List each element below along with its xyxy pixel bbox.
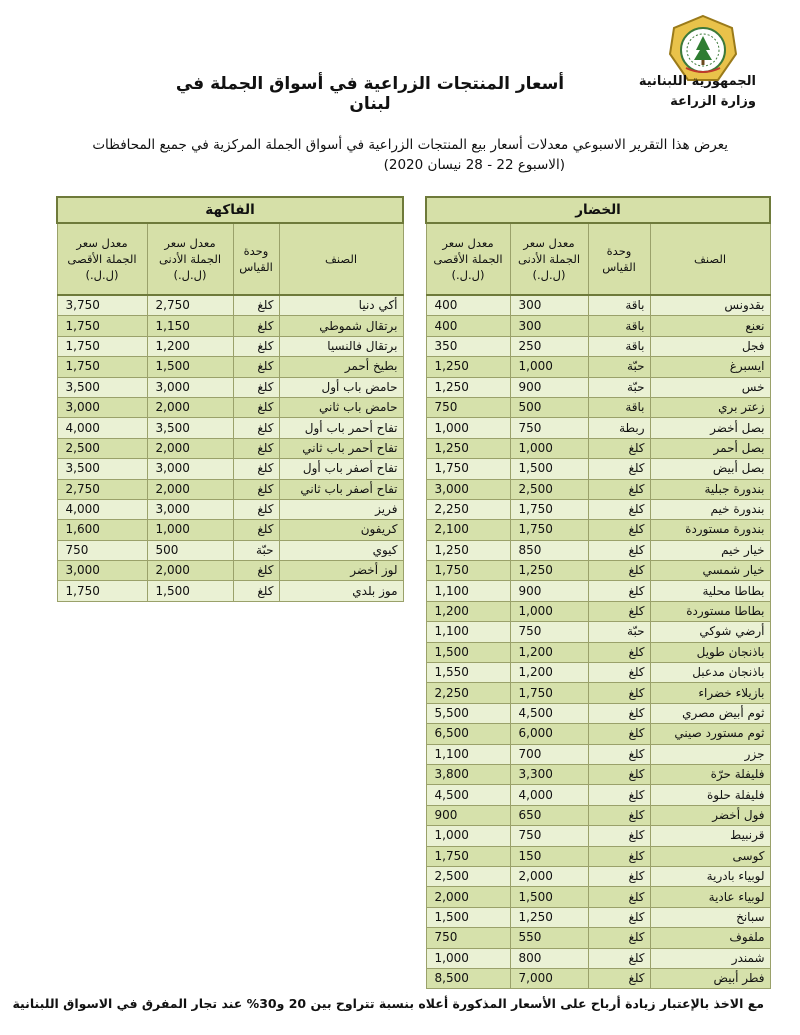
table-row — [57, 499, 403, 519]
max-price: 1,100 — [426, 744, 510, 764]
unit: كلغ — [588, 968, 650, 988]
min-price: 2,500 — [510, 479, 588, 499]
product-name: أكي دنيا — [279, 295, 403, 316]
unit: كلغ — [588, 438, 650, 458]
unit: كلغ — [233, 418, 279, 438]
unit: كلغ — [588, 826, 650, 846]
min-price: 6,000 — [510, 724, 588, 744]
product-name: فريز — [279, 499, 403, 519]
table-row — [426, 622, 770, 642]
product-name: ثوم أبيض مصري — [650, 703, 770, 723]
unit: باقة — [588, 316, 650, 336]
min-price: 1,000 — [510, 357, 588, 377]
table-row — [426, 724, 770, 744]
unit: كلغ — [588, 642, 650, 662]
max-price: 750 — [57, 540, 147, 560]
table-row — [426, 601, 770, 621]
min-price: 1,000 — [510, 601, 588, 621]
unit: كلغ — [588, 663, 650, 683]
max-price: 2,750 — [57, 479, 147, 499]
min-price: 2,000 — [147, 438, 233, 458]
table-row — [426, 805, 770, 825]
table-row — [57, 418, 403, 438]
table-row — [57, 438, 403, 458]
product-name: بندورة خيم — [650, 499, 770, 519]
product-name: فجل — [650, 336, 770, 356]
product-name: بندورة جبلية — [650, 479, 770, 499]
product-name: موز بلدي — [279, 581, 403, 601]
product-name: باذنجان مدعبل — [650, 663, 770, 683]
table-row — [426, 683, 770, 703]
max-price: 900 — [426, 805, 510, 825]
max-price: 2,100 — [426, 520, 510, 540]
table-row — [57, 479, 403, 499]
unit: كلغ — [233, 295, 279, 316]
min-price: 3,500 — [147, 418, 233, 438]
max-price: 4,000 — [57, 418, 147, 438]
fruits-table — [56, 196, 404, 602]
unit: كلغ — [233, 499, 279, 519]
max-price: 4,500 — [426, 785, 510, 805]
table-row — [426, 295, 770, 316]
table-row — [57, 357, 403, 377]
table-row — [426, 887, 770, 907]
col-header-name: الصنف — [650, 223, 770, 295]
min-price: 2,000 — [147, 397, 233, 417]
max-price: 1,000 — [426, 948, 510, 968]
unit: كلغ — [588, 561, 650, 581]
min-price: 500 — [510, 397, 588, 417]
max-price: 5,500 — [426, 703, 510, 723]
product-name: لوبياء عادية — [650, 887, 770, 907]
min-price: 1,750 — [510, 499, 588, 519]
min-price: 750 — [510, 418, 588, 438]
unit: كلغ — [588, 805, 650, 825]
unit: كلغ — [233, 459, 279, 479]
min-price: 550 — [510, 928, 588, 948]
min-price: 900 — [510, 581, 588, 601]
max-price: 1,100 — [426, 581, 510, 601]
min-price: 900 — [510, 377, 588, 397]
table-row — [426, 438, 770, 458]
table-row — [426, 479, 770, 499]
republic-label: الجمهورية اللبنانية — [638, 74, 756, 89]
min-price: 300 — [510, 295, 588, 316]
product-name: ثوم مستورد صيني — [650, 724, 770, 744]
fruits-rows — [57, 295, 403, 601]
ministry-label: وزارة الزراعة — [670, 94, 756, 109]
min-price: 4,500 — [510, 703, 588, 723]
max-price: 1,200 — [426, 601, 510, 621]
unit: كلغ — [588, 581, 650, 601]
min-price: 1,200 — [510, 663, 588, 683]
product-name: برتقال شموطي — [279, 316, 403, 336]
table-row — [426, 540, 770, 560]
table-row — [426, 418, 770, 438]
col-header-min-price: معدل سعر الجملة الأدنى (ل.ل.) — [510, 223, 588, 295]
unit: ربطة — [588, 418, 650, 438]
product-name: تفاح أصفر باب أول — [279, 459, 403, 479]
product-name: بصل أبيض — [650, 459, 770, 479]
min-price: 150 — [510, 846, 588, 866]
table-row — [426, 764, 770, 784]
product-name: نعنع — [650, 316, 770, 336]
unit: كلغ — [588, 459, 650, 479]
table-row — [57, 397, 403, 417]
col-header-name: الصنف — [279, 223, 403, 295]
col-header-max-price: معدل سعر الجملة الأقصى (ل.ل.) — [57, 223, 147, 295]
max-price: 2,500 — [426, 866, 510, 886]
table-row — [426, 907, 770, 927]
product-name: فول أخضر — [650, 805, 770, 825]
table-row — [426, 928, 770, 948]
max-price: 1,750 — [426, 561, 510, 581]
unit: كلغ — [588, 724, 650, 744]
max-price: 6,500 — [426, 724, 510, 744]
product-name: بصل أحمر — [650, 438, 770, 458]
product-name: زعتر بري — [650, 397, 770, 417]
table-row — [426, 744, 770, 764]
max-price: 1,000 — [426, 418, 510, 438]
table-row — [426, 846, 770, 866]
unit: كلغ — [588, 764, 650, 784]
product-name: ملفوف — [650, 928, 770, 948]
max-price: 1,750 — [57, 581, 147, 601]
table-row — [426, 703, 770, 723]
max-price: 1,750 — [426, 459, 510, 479]
product-name: باذنجان طويل — [650, 642, 770, 662]
min-price: 750 — [510, 826, 588, 846]
unit: كلغ — [233, 561, 279, 581]
table-row — [57, 561, 403, 581]
max-price: 1,500 — [426, 907, 510, 927]
table-row — [426, 663, 770, 683]
table-row — [426, 520, 770, 540]
table-row — [426, 826, 770, 846]
max-price: 4,000 — [57, 499, 147, 519]
unit: كلغ — [588, 744, 650, 764]
min-price: 3,000 — [147, 459, 233, 479]
product-name: بطيخ أحمر — [279, 357, 403, 377]
table-row — [426, 642, 770, 662]
table-row — [57, 581, 403, 601]
max-price: 750 — [426, 397, 510, 417]
unit: كلغ — [233, 336, 279, 356]
product-name: خيار شمسي — [650, 561, 770, 581]
min-price: 2,750 — [147, 295, 233, 316]
max-price: 1,600 — [57, 520, 147, 540]
unit: كلغ — [588, 703, 650, 723]
unit: باقة — [588, 336, 650, 356]
table-row — [57, 540, 403, 560]
table-row — [426, 785, 770, 805]
table-row — [426, 377, 770, 397]
table-row — [57, 459, 403, 479]
report-week: (الاسبوع 22 - 28 نيسان 2020) — [383, 157, 565, 173]
unit: كلغ — [233, 479, 279, 499]
fruits-caption: الفاكهة — [57, 197, 403, 223]
min-price: 1,250 — [510, 907, 588, 927]
unit: كلغ — [588, 540, 650, 560]
max-price: 2,250 — [426, 499, 510, 519]
table-row — [426, 948, 770, 968]
unit: كلغ — [588, 520, 650, 540]
unit: كلغ — [233, 357, 279, 377]
max-price: 1,100 — [426, 622, 510, 642]
table-row — [426, 316, 770, 336]
table-row — [57, 336, 403, 356]
max-price: 3,500 — [57, 377, 147, 397]
unit: كلغ — [588, 683, 650, 703]
min-price: 850 — [510, 540, 588, 560]
product-name: خس — [650, 377, 770, 397]
min-price: 1,750 — [510, 520, 588, 540]
unit: كلغ — [233, 316, 279, 336]
max-price: 400 — [426, 295, 510, 316]
max-price: 3,750 — [57, 295, 147, 316]
table-row — [426, 968, 770, 988]
page-title: أسعار المنتجات الزراعية في أسواق الجملة في لبنان — [175, 74, 565, 114]
unit: كلغ — [588, 887, 650, 907]
vegetables-caption: الخضار — [426, 197, 770, 223]
max-price: 3,000 — [426, 479, 510, 499]
product-name: خيار خيم — [650, 540, 770, 560]
max-price: 1,250 — [426, 438, 510, 458]
unit: كلغ — [588, 948, 650, 968]
product-name: سبانخ — [650, 907, 770, 927]
min-price: 3,000 — [147, 499, 233, 519]
min-price: 1,500 — [147, 357, 233, 377]
product-name: حامض باب أول — [279, 377, 403, 397]
max-price: 3,800 — [426, 764, 510, 784]
unit: كلغ — [588, 785, 650, 805]
unit: كلغ — [233, 377, 279, 397]
max-price: 3,000 — [57, 561, 147, 581]
max-price: 8,500 — [426, 968, 510, 988]
min-price: 2,000 — [147, 561, 233, 581]
product-name: ايسبرغ — [650, 357, 770, 377]
max-price: 750 — [426, 928, 510, 948]
min-price: 1,250 — [510, 561, 588, 581]
max-price: 1,550 — [426, 663, 510, 683]
product-name: قرنبيط — [650, 826, 770, 846]
min-price: 700 — [510, 744, 588, 764]
table-row — [426, 357, 770, 377]
unit: حبّة — [588, 377, 650, 397]
product-name: تفاح أحمر باب أول — [279, 418, 403, 438]
footer-note: مع الاخذ بالإعتبار زيادة أرباح على الأسعار المذكورة أعلاه بنسبة تتراوح بين 20 و30% عند تجار المفرق في الاسواق اللبنانية — [12, 996, 764, 1011]
max-price: 1,250 — [426, 540, 510, 560]
min-price: 650 — [510, 805, 588, 825]
table-row — [426, 397, 770, 417]
max-price: 3,000 — [57, 397, 147, 417]
max-price: 400 — [426, 316, 510, 336]
min-price: 750 — [510, 622, 588, 642]
max-price: 1,250 — [426, 377, 510, 397]
product-name: جزر — [650, 744, 770, 764]
min-price: 7,000 — [510, 968, 588, 988]
min-price: 1,500 — [147, 581, 233, 601]
unit: حبّة — [588, 622, 650, 642]
max-price: 1,500 — [426, 642, 510, 662]
min-price: 800 — [510, 948, 588, 968]
vegetables-table — [425, 196, 771, 989]
table-row — [57, 295, 403, 316]
unit: باقة — [588, 397, 650, 417]
unit: كلغ — [233, 520, 279, 540]
unit: كلغ — [233, 581, 279, 601]
min-price: 1,500 — [510, 459, 588, 479]
min-price: 1,000 — [147, 520, 233, 540]
product-name: بطاطا محلية — [650, 581, 770, 601]
unit: كلغ — [233, 438, 279, 458]
unit: كلغ — [588, 499, 650, 519]
product-name: فليفلة حلوة — [650, 785, 770, 805]
max-price: 3,500 — [57, 459, 147, 479]
product-name: بندورة مستوردة — [650, 520, 770, 540]
unit: حبّة — [588, 357, 650, 377]
table-row — [57, 377, 403, 397]
unit: باقة — [588, 295, 650, 316]
table-row — [426, 499, 770, 519]
table-row — [426, 581, 770, 601]
product-name: شمندر — [650, 948, 770, 968]
product-name: أرضي شوكي — [650, 622, 770, 642]
max-price: 1,750 — [426, 846, 510, 866]
table-row — [426, 561, 770, 581]
max-price: 1,750 — [57, 316, 147, 336]
table-row — [57, 316, 403, 336]
product-name: تفاح أحمر باب ثاني — [279, 438, 403, 458]
table-row — [426, 336, 770, 356]
max-price: 1,250 — [426, 357, 510, 377]
col-header-max-price: معدل سعر الجملة الأقصى (ل.ل.) — [426, 223, 510, 295]
min-price: 1,500 — [510, 887, 588, 907]
unit: كلغ — [588, 601, 650, 621]
product-name: برتقال فالنسيا — [279, 336, 403, 356]
unit: كلغ — [588, 907, 650, 927]
min-price: 1,200 — [510, 642, 588, 662]
product-name: كريفون — [279, 520, 403, 540]
unit: كلغ — [588, 846, 650, 866]
product-name: بازيلاء خضراء — [650, 683, 770, 703]
vegetables-rows — [426, 295, 770, 989]
product-name: حامض باب ثاني — [279, 397, 403, 417]
product-name: كيوي — [279, 540, 403, 560]
table-row — [426, 459, 770, 479]
min-price: 2,000 — [510, 866, 588, 886]
max-price: 2,000 — [426, 887, 510, 907]
max-price: 350 — [426, 336, 510, 356]
max-price: 1,000 — [426, 826, 510, 846]
unit: حبّة — [233, 540, 279, 560]
product-name: لوبياء بادرية — [650, 866, 770, 886]
product-name: كوسى — [650, 846, 770, 866]
min-price: 500 — [147, 540, 233, 560]
max-price: 2,500 — [57, 438, 147, 458]
max-price: 1,750 — [57, 357, 147, 377]
unit: كلغ — [588, 928, 650, 948]
product-name: بصل أخضر — [650, 418, 770, 438]
min-price: 4,000 — [510, 785, 588, 805]
unit: كلغ — [233, 397, 279, 417]
min-price: 3,300 — [510, 764, 588, 784]
table-row — [426, 866, 770, 886]
product-name: فطر أبيض — [650, 968, 770, 988]
unit: كلغ — [588, 866, 650, 886]
product-name: بطاطا مستوردة — [650, 601, 770, 621]
product-name: تفاح أصفر باب ثاني — [279, 479, 403, 499]
min-price: 1,750 — [510, 683, 588, 703]
min-price: 250 — [510, 336, 588, 356]
product-name: فليفلة حرّة — [650, 764, 770, 784]
min-price: 3,000 — [147, 377, 233, 397]
product-name: بقدونس — [650, 295, 770, 316]
product-name: لوز أخضر — [279, 561, 403, 581]
intro-text: يعرض هذا التقرير الاسبوعي معدلات أسعار بيع المنتجات الزراعية في أسواق الجملة المركزية في جميع المحافظات — [92, 137, 728, 153]
min-price: 1,200 — [147, 336, 233, 356]
col-header-unit: وحدة القياس — [588, 223, 650, 295]
min-price: 1,000 — [510, 438, 588, 458]
table-row — [57, 520, 403, 540]
col-header-unit: وحدة القياس — [233, 223, 279, 295]
max-price: 2,250 — [426, 683, 510, 703]
min-price: 1,150 — [147, 316, 233, 336]
max-price: 1,750 — [57, 336, 147, 356]
min-price: 300 — [510, 316, 588, 336]
unit: كلغ — [588, 479, 650, 499]
min-price: 2,000 — [147, 479, 233, 499]
col-header-min-price: معدل سعر الجملة الأدنى (ل.ل.) — [147, 223, 233, 295]
